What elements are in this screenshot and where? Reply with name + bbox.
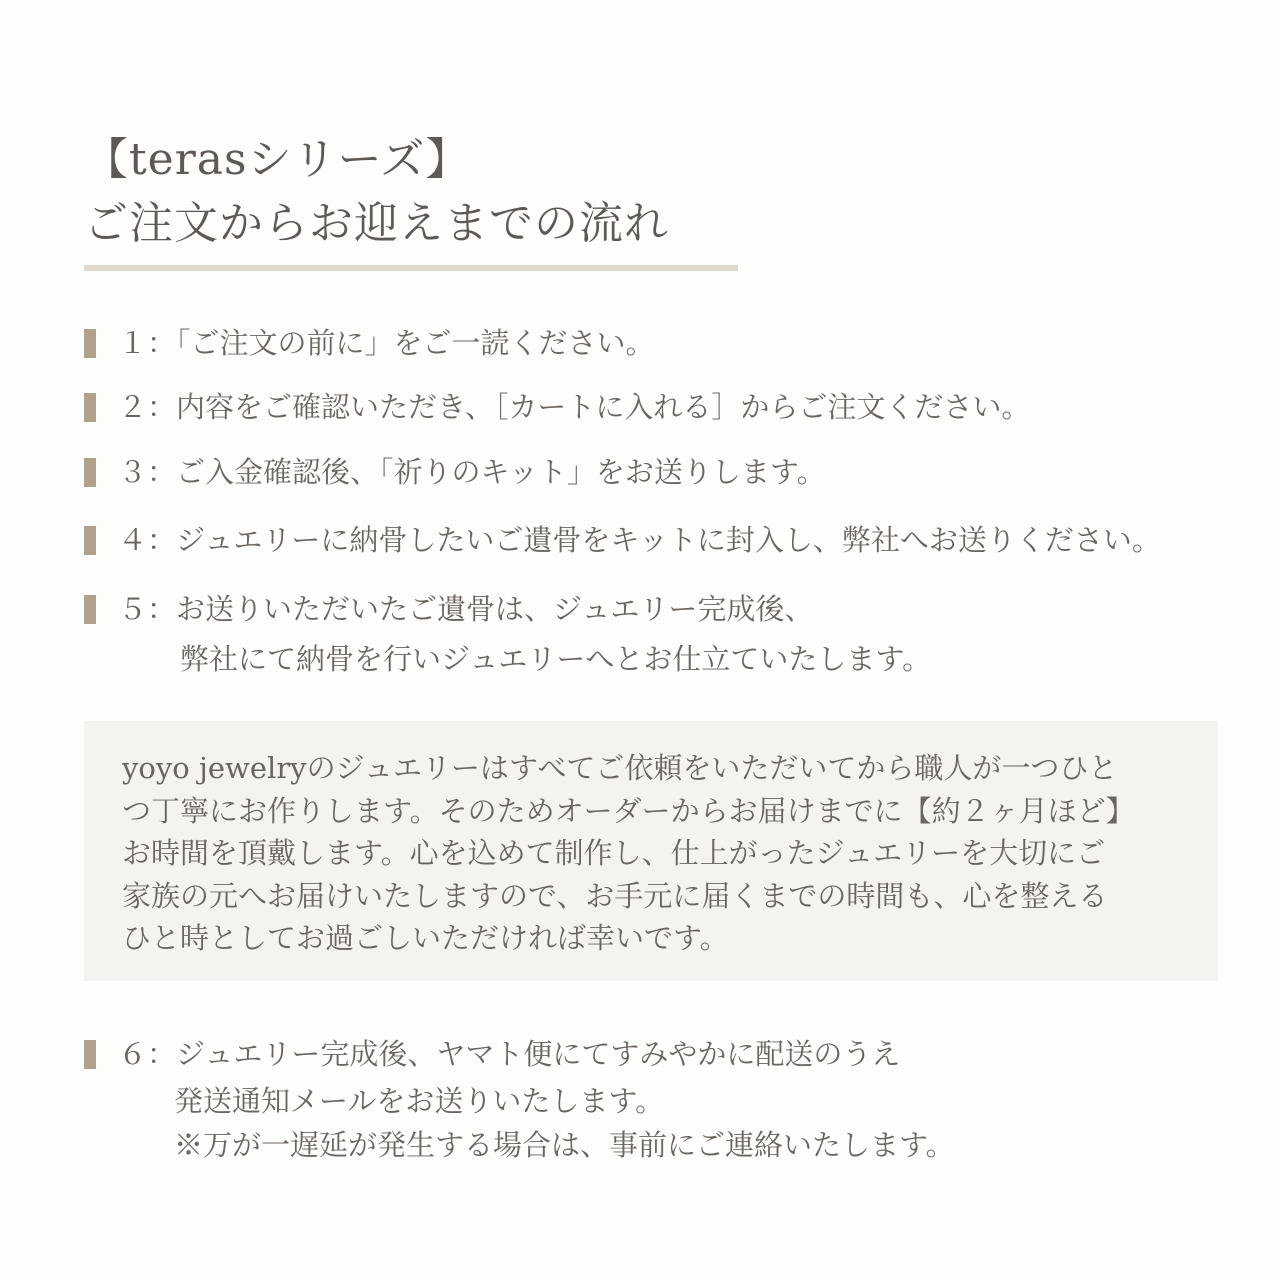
info-line: ひと時としてお過ごしいただければ幸いです。 — [122, 921, 729, 955]
step-text — [118, 447, 826, 497]
step-text — [118, 318, 655, 368]
step-marker — [84, 526, 96, 555]
info-line: お時間を頂戴します。心を込めて制作し、仕上がったジュエリーを大切にご — [122, 836, 1106, 870]
page-title — [84, 128, 669, 256]
step-marker — [84, 393, 96, 422]
info-line: つ丁寧にお作りします。そのためオーダーからお届けまでに【約２ヶ月ほど】 — [122, 793, 1135, 828]
step-text — [118, 382, 1030, 432]
step-note: ※万が一遅延が発生する場合は、事前にご連絡いたします。 — [174, 1128, 955, 1162]
info-text — [122, 747, 1192, 960]
title-line-series: 【terasシリーズ】 — [84, 134, 471, 185]
info-box — [84, 721, 1218, 981]
step-line: 弊社にて納骨を行いジュエリーへとお仕立ていたします。 — [180, 642, 932, 676]
step-line: ６：ジュエリー完成後、ヤマト便にてすみやかに配送のうえ — [118, 1037, 901, 1071]
step-marker — [84, 595, 96, 624]
info-line: 家族の元へお届けいたしますので、お手元に届くまでの時間も、心を整える — [122, 878, 1108, 913]
step-marker — [84, 1040, 96, 1069]
info-line: yoyo jewelryのジュエリーはすべてご依頼をいただいてから職人が一つひと — [122, 751, 1118, 785]
step-line: ３：ご入金確認後、「祈りのキット」をお送りします。 — [118, 455, 826, 489]
step-line: ２：内容をご確認いただき、［カートに入れる］からご注文ください。 — [118, 390, 1031, 424]
step-marker — [84, 329, 96, 358]
step-line: ５：お送りいただいたご遺骨は、ジュエリー完成後、 — [118, 592, 814, 626]
step-marker — [84, 458, 96, 487]
step-text — [118, 515, 1161, 565]
title-line-flow: ご注文からお迎えまでの流れ — [84, 198, 669, 249]
step-text — [118, 1029, 955, 1167]
step-line: ４：ジュエリーに納骨したいご遺骨をキットに封入し、弊社へお送りください。 — [118, 523, 1161, 557]
step-line: １：「ご注文の前に」をご一読ください。 — [118, 326, 655, 360]
step-line: 発送通知メールをお送りいたします。 — [174, 1084, 665, 1118]
title-underline — [84, 265, 738, 271]
step-text — [118, 584, 931, 684]
